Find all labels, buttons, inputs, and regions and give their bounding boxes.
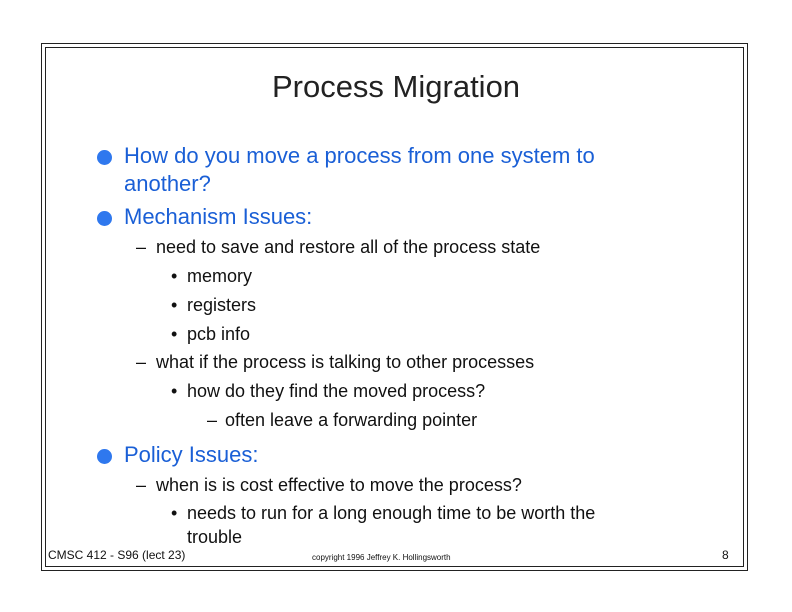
dot-bullet-icon: •	[171, 503, 178, 523]
dot-bullet-icon: •	[171, 266, 178, 286]
footer-page-number: 8	[722, 548, 729, 562]
subsubitem-run-long-enough-line2: trouble	[187, 527, 243, 547]
footer-course-label: CMSC 412 - S96 (lect 23)	[48, 548, 186, 562]
bullet-text-how-move-line2: another?	[124, 171, 211, 196]
bullet-text-mechanism-issues: Mechanism Issues:	[124, 204, 313, 229]
dash-icon: –	[207, 410, 218, 430]
subsubitem-registers: registers	[187, 295, 257, 315]
subsubitem-pcb-info: pcb info	[187, 324, 251, 344]
dash-icon: –	[136, 352, 147, 372]
bullet-text-how-move-line1: How do you move a process from one system to	[124, 143, 595, 168]
subsubitem-run-long-enough-line1: needs to run for a long enough time to be worth the	[187, 503, 596, 523]
round-bullet-icon	[97, 449, 112, 464]
subsubitem-memory: memory	[187, 266, 253, 286]
subsubitem-find-moved-process: how do they find the moved process?	[187, 381, 486, 401]
subitem-cost-effective: when is is cost effective to move the process?	[156, 475, 522, 495]
round-bullet-icon	[97, 150, 112, 165]
footer-copyright: copyright 1996 Jeffrey K. Hollingsworth	[312, 553, 451, 562]
dash-icon: –	[136, 237, 147, 257]
slide-title: Process Migration	[271, 69, 521, 104]
subitem-talking-to-processes: what if the process is talking to other processes	[156, 352, 535, 372]
dot-bullet-icon: •	[171, 324, 178, 344]
subitem-save-restore-state: need to save and restore all of the process state	[156, 237, 541, 257]
bullet-text-policy-issues: Policy Issues:	[124, 442, 259, 467]
dot-bullet-icon: •	[171, 295, 178, 315]
round-bullet-icon	[97, 211, 112, 226]
dash-icon: –	[136, 475, 147, 495]
dot-bullet-icon: •	[171, 381, 178, 401]
subsubsubitem-forwarding-pointer: often leave a forwarding pointer	[225, 410, 478, 430]
